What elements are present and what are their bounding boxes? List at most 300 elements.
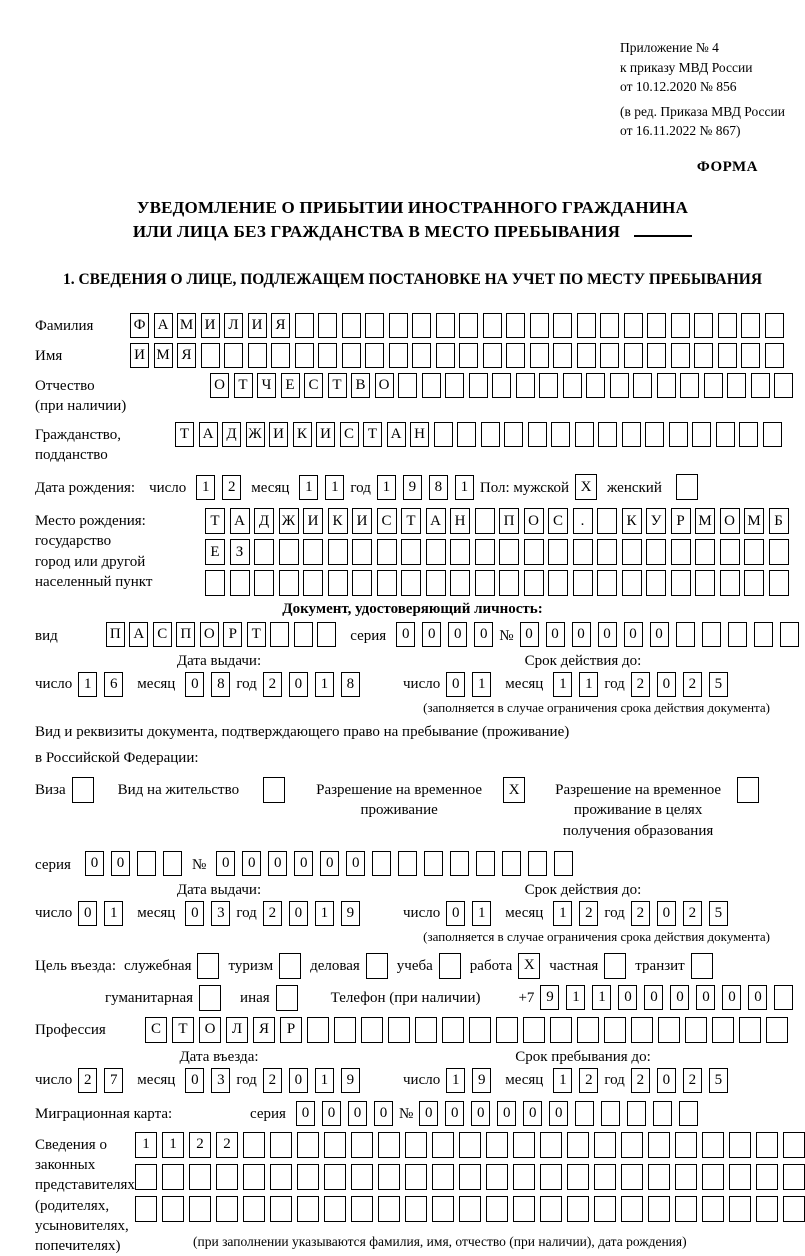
char-cell[interactable]: [352, 570, 372, 596]
char-cell[interactable]: [594, 1164, 616, 1190]
char-cell[interactable]: 1: [592, 985, 611, 1010]
char-cell[interactable]: [504, 422, 523, 447]
char-cell[interactable]: 1: [472, 672, 491, 697]
char-cell[interactable]: 8: [429, 475, 448, 500]
char-cell[interactable]: 9: [341, 901, 360, 926]
char-cell[interactable]: М: [744, 508, 764, 534]
char-cell[interactable]: [550, 1017, 572, 1043]
char-cell[interactable]: [398, 851, 417, 876]
char-cell[interactable]: [276, 985, 298, 1011]
char-cell[interactable]: [459, 343, 478, 368]
char-cell[interactable]: Я: [271, 313, 290, 338]
char-cell[interactable]: И: [303, 508, 323, 534]
char-cell[interactable]: Е: [281, 373, 300, 398]
char-cell[interactable]: [774, 985, 793, 1010]
char-cell[interactable]: [718, 343, 737, 368]
char-cell[interactable]: 0: [546, 622, 565, 647]
char-cell[interactable]: [756, 1196, 778, 1222]
char-cell[interactable]: [248, 343, 267, 368]
char-cell[interactable]: [506, 343, 525, 368]
char-cell[interactable]: [720, 570, 740, 596]
char-cell[interactable]: [671, 539, 691, 565]
char-cell[interactable]: [548, 570, 568, 596]
char-cell[interactable]: [216, 1164, 238, 1190]
char-cell[interactable]: [499, 570, 519, 596]
char-cell[interactable]: А: [387, 422, 406, 447]
char-cell[interactable]: [342, 343, 361, 368]
char-cell[interactable]: [604, 953, 626, 979]
char-cell[interactable]: [405, 1196, 427, 1222]
char-cell[interactable]: [412, 343, 431, 368]
char-cell[interactable]: [567, 1132, 589, 1158]
char-cell[interactable]: [201, 343, 220, 368]
char-cell[interactable]: [270, 1132, 292, 1158]
char-cell[interactable]: [528, 851, 547, 876]
char-cell[interactable]: [769, 539, 789, 565]
char-cell[interactable]: [513, 1164, 535, 1190]
char-cell[interactable]: [162, 1164, 184, 1190]
char-cell[interactable]: 0: [242, 851, 261, 876]
char-cell[interactable]: Т: [247, 622, 266, 647]
char-cell[interactable]: [378, 1164, 400, 1190]
char-cell[interactable]: [342, 313, 361, 338]
char-cell[interactable]: В: [351, 373, 370, 398]
char-cell[interactable]: 2: [631, 901, 650, 926]
char-cell[interactable]: [254, 570, 274, 596]
char-cell[interactable]: [756, 1164, 778, 1190]
char-cell[interactable]: [530, 343, 549, 368]
char-cell[interactable]: [297, 1164, 319, 1190]
char-cell[interactable]: [622, 539, 642, 565]
char-cell[interactable]: [351, 1196, 373, 1222]
char-cell[interactable]: 0: [445, 1101, 464, 1126]
char-cell[interactable]: [254, 539, 274, 565]
char-cell[interactable]: 0: [471, 1101, 490, 1126]
char-cell[interactable]: [594, 1196, 616, 1222]
char-cell[interactable]: [553, 343, 572, 368]
char-cell[interactable]: 9: [341, 1068, 360, 1093]
char-cell[interactable]: Т: [363, 422, 382, 447]
char-cell[interactable]: [553, 313, 572, 338]
char-cell[interactable]: Р: [280, 1017, 302, 1043]
char-cell[interactable]: 1: [315, 672, 334, 697]
char-cell[interactable]: [692, 422, 711, 447]
char-cell[interactable]: 0: [419, 1101, 438, 1126]
char-cell[interactable]: [575, 422, 594, 447]
char-cell[interactable]: [647, 343, 666, 368]
char-cell[interactable]: [702, 1164, 724, 1190]
char-cell[interactable]: [744, 570, 764, 596]
char-cell[interactable]: 0: [346, 851, 365, 876]
char-cell[interactable]: [646, 539, 666, 565]
char-cell[interactable]: [469, 373, 488, 398]
char-cell[interactable]: И: [130, 343, 149, 368]
char-cell[interactable]: [499, 539, 519, 565]
char-cell[interactable]: [577, 313, 596, 338]
char-cell[interactable]: 1: [579, 672, 598, 697]
char-cell[interactable]: [741, 313, 760, 338]
char-cell[interactable]: 2: [189, 1132, 211, 1158]
char-cell[interactable]: Б: [769, 508, 789, 534]
char-cell[interactable]: [378, 1132, 400, 1158]
char-cell[interactable]: С: [153, 622, 172, 647]
char-cell[interactable]: [600, 313, 619, 338]
char-cell[interactable]: Ч: [257, 373, 276, 398]
char-cell[interactable]: 5: [709, 672, 728, 697]
char-cell[interactable]: [685, 1017, 707, 1043]
char-cell[interactable]: [610, 373, 629, 398]
char-cell[interactable]: [737, 777, 759, 803]
char-cell[interactable]: [450, 851, 469, 876]
char-cell[interactable]: [621, 1132, 643, 1158]
char-cell[interactable]: [317, 622, 336, 647]
char-cell[interactable]: [294, 622, 313, 647]
char-cell[interactable]: [621, 1164, 643, 1190]
char-cell[interactable]: [243, 1164, 265, 1190]
char-cell[interactable]: [567, 1164, 589, 1190]
char-cell[interactable]: [439, 953, 461, 979]
char-cell[interactable]: [469, 1017, 491, 1043]
char-cell[interactable]: 0: [618, 985, 637, 1010]
char-cell[interactable]: О: [199, 1017, 221, 1043]
char-cell[interactable]: 2: [631, 672, 650, 697]
char-cell[interactable]: 1: [135, 1132, 157, 1158]
char-cell[interactable]: [539, 373, 558, 398]
char-cell[interactable]: М: [177, 313, 196, 338]
char-cell[interactable]: Ж: [246, 422, 265, 447]
char-cell[interactable]: 1: [553, 901, 572, 926]
char-cell[interactable]: 1: [315, 901, 334, 926]
char-cell[interactable]: [567, 1196, 589, 1222]
char-cell[interactable]: К: [622, 508, 642, 534]
char-cell[interactable]: [671, 313, 690, 338]
char-cell[interactable]: 0: [185, 672, 204, 697]
char-cell[interactable]: 3: [211, 901, 230, 926]
char-cell[interactable]: 0: [294, 851, 313, 876]
char-cell[interactable]: И: [248, 313, 267, 338]
char-cell[interactable]: [646, 570, 666, 596]
char-cell[interactable]: 0: [497, 1101, 516, 1126]
char-cell[interactable]: [459, 1196, 481, 1222]
char-cell[interactable]: [263, 777, 285, 803]
char-cell[interactable]: [303, 539, 323, 565]
char-cell[interactable]: [445, 373, 464, 398]
char-cell[interactable]: 2: [579, 1068, 598, 1093]
char-cell[interactable]: [669, 422, 688, 447]
char-cell[interactable]: 8: [341, 672, 360, 697]
char-cell[interactable]: [648, 1196, 670, 1222]
char-cell[interactable]: Т: [175, 422, 194, 447]
char-cell[interactable]: [486, 1164, 508, 1190]
char-cell[interactable]: 1: [566, 985, 585, 1010]
char-cell[interactable]: [389, 343, 408, 368]
char-cell[interactable]: А: [199, 422, 218, 447]
char-cell[interactable]: 2: [683, 672, 702, 697]
char-cell[interactable]: [135, 1164, 157, 1190]
char-cell[interactable]: [324, 1164, 346, 1190]
char-cell[interactable]: Е: [205, 539, 225, 565]
char-cell[interactable]: [621, 1196, 643, 1222]
char-cell[interactable]: [243, 1196, 265, 1222]
char-cell[interactable]: А: [129, 622, 148, 647]
char-cell[interactable]: [766, 1017, 788, 1043]
char-cell[interactable]: К: [293, 422, 312, 447]
char-cell[interactable]: [573, 539, 593, 565]
char-cell[interactable]: А: [230, 508, 250, 534]
char-cell[interactable]: 0: [289, 901, 308, 926]
char-cell[interactable]: [551, 422, 570, 447]
char-cell[interactable]: [243, 1132, 265, 1158]
char-cell[interactable]: [483, 343, 502, 368]
char-cell[interactable]: [352, 539, 372, 565]
char-cell[interactable]: [483, 313, 502, 338]
char-cell[interactable]: 1: [446, 1068, 465, 1093]
char-cell[interactable]: [377, 539, 397, 565]
char-cell[interactable]: [216, 1196, 238, 1222]
char-cell[interactable]: [763, 422, 782, 447]
char-cell[interactable]: 2: [222, 475, 241, 500]
char-cell[interactable]: [741, 343, 760, 368]
char-cell[interactable]: [694, 343, 713, 368]
char-cell[interactable]: [548, 539, 568, 565]
char-cell[interactable]: [783, 1132, 805, 1158]
char-cell[interactable]: 1: [104, 901, 123, 926]
char-cell[interactable]: 0: [572, 622, 591, 647]
char-cell[interactable]: [658, 1017, 680, 1043]
char-cell[interactable]: [459, 1164, 481, 1190]
char-cell[interactable]: 9: [403, 475, 422, 500]
char-cell[interactable]: 0: [289, 672, 308, 697]
char-cell[interactable]: 5: [709, 1068, 728, 1093]
char-cell[interactable]: [398, 373, 417, 398]
char-cell[interactable]: [729, 1132, 751, 1158]
char-cell[interactable]: 1: [162, 1132, 184, 1158]
char-cell[interactable]: [351, 1164, 373, 1190]
char-cell[interactable]: [351, 1132, 373, 1158]
char-cell[interactable]: X: [518, 953, 540, 979]
char-cell[interactable]: Т: [401, 508, 421, 534]
char-cell[interactable]: [450, 570, 470, 596]
char-cell[interactable]: [513, 1196, 535, 1222]
char-cell[interactable]: О: [210, 373, 229, 398]
char-cell[interactable]: О: [375, 373, 394, 398]
char-cell[interactable]: [270, 622, 289, 647]
char-cell[interactable]: Л: [226, 1017, 248, 1043]
char-cell[interactable]: [457, 422, 476, 447]
char-cell[interactable]: 2: [263, 1068, 282, 1093]
char-cell[interactable]: Т: [172, 1017, 194, 1043]
char-cell[interactable]: [405, 1132, 427, 1158]
char-cell[interactable]: И: [316, 422, 335, 447]
char-cell[interactable]: 1: [315, 1068, 334, 1093]
char-cell[interactable]: [401, 539, 421, 565]
char-cell[interactable]: [691, 953, 713, 979]
char-cell[interactable]: [205, 570, 225, 596]
char-cell[interactable]: 0: [448, 622, 467, 647]
char-cell[interactable]: [135, 1196, 157, 1222]
char-cell[interactable]: [432, 1132, 454, 1158]
char-cell[interactable]: [475, 508, 495, 534]
char-cell[interactable]: [624, 343, 643, 368]
char-cell[interactable]: 0: [523, 1101, 542, 1126]
char-cell[interactable]: [137, 851, 156, 876]
char-cell[interactable]: [648, 1164, 670, 1190]
char-cell[interactable]: [377, 570, 397, 596]
char-cell[interactable]: М: [154, 343, 173, 368]
char-cell[interactable]: А: [154, 313, 173, 338]
char-cell[interactable]: 1: [78, 672, 97, 697]
char-cell[interactable]: [271, 343, 290, 368]
char-cell[interactable]: [671, 343, 690, 368]
char-cell[interactable]: К: [328, 508, 348, 534]
char-cell[interactable]: [783, 1164, 805, 1190]
char-cell[interactable]: [577, 1017, 599, 1043]
char-cell[interactable]: [756, 1132, 778, 1158]
char-cell[interactable]: 0: [374, 1101, 393, 1126]
char-cell[interactable]: [600, 343, 619, 368]
char-cell[interactable]: [72, 777, 94, 803]
char-cell[interactable]: [765, 343, 784, 368]
char-cell[interactable]: [679, 1101, 698, 1126]
char-cell[interactable]: [334, 1017, 356, 1043]
char-cell[interactable]: 0: [598, 622, 617, 647]
char-cell[interactable]: 6: [104, 672, 123, 697]
char-cell[interactable]: [318, 343, 337, 368]
char-cell[interactable]: Н: [410, 422, 429, 447]
char-cell[interactable]: [575, 1101, 594, 1126]
char-cell[interactable]: [647, 313, 666, 338]
char-cell[interactable]: П: [499, 508, 519, 534]
char-cell[interactable]: [189, 1196, 211, 1222]
char-cell[interactable]: С: [304, 373, 323, 398]
char-cell[interactable]: [586, 373, 605, 398]
char-cell[interactable]: Р: [671, 508, 691, 534]
char-cell[interactable]: [279, 539, 299, 565]
char-cell[interactable]: [712, 1017, 734, 1043]
char-cell[interactable]: 0: [268, 851, 287, 876]
char-cell[interactable]: Ж: [279, 508, 299, 534]
char-cell[interactable]: О: [720, 508, 740, 534]
char-cell[interactable]: 0: [670, 985, 689, 1010]
char-cell[interactable]: 7: [104, 1068, 123, 1093]
char-cell[interactable]: [597, 570, 617, 596]
char-cell[interactable]: [303, 570, 323, 596]
char-cell[interactable]: [622, 570, 642, 596]
char-cell[interactable]: И: [352, 508, 372, 534]
char-cell[interactable]: 2: [683, 901, 702, 926]
char-cell[interactable]: [702, 1132, 724, 1158]
char-cell[interactable]: [718, 313, 737, 338]
char-cell[interactable]: [162, 1196, 184, 1222]
char-cell[interactable]: 0: [722, 985, 741, 1010]
char-cell[interactable]: [780, 622, 799, 647]
char-cell[interactable]: [328, 570, 348, 596]
char-cell[interactable]: [432, 1164, 454, 1190]
char-cell[interactable]: [769, 570, 789, 596]
char-cell[interactable]: [631, 1017, 653, 1043]
char-cell[interactable]: [728, 622, 747, 647]
char-cell[interactable]: [366, 953, 388, 979]
char-cell[interactable]: [702, 622, 721, 647]
char-cell[interactable]: [601, 1101, 620, 1126]
char-cell[interactable]: Т: [234, 373, 253, 398]
char-cell[interactable]: 2: [579, 901, 598, 926]
char-cell[interactable]: [765, 313, 784, 338]
char-cell[interactable]: С: [377, 508, 397, 534]
char-cell[interactable]: П: [176, 622, 195, 647]
char-cell[interactable]: [604, 1017, 626, 1043]
char-cell[interactable]: [598, 422, 617, 447]
char-cell[interactable]: 0: [446, 901, 465, 926]
char-cell[interactable]: [653, 1101, 672, 1126]
char-cell[interactable]: [432, 1196, 454, 1222]
char-cell[interactable]: [415, 1017, 437, 1043]
char-cell[interactable]: С: [145, 1017, 167, 1043]
char-cell[interactable]: [540, 1132, 562, 1158]
char-cell[interactable]: [486, 1196, 508, 1222]
char-cell[interactable]: [496, 1017, 518, 1043]
char-cell[interactable]: .: [573, 508, 593, 534]
char-cell[interactable]: 0: [644, 985, 663, 1010]
char-cell[interactable]: [434, 422, 453, 447]
char-cell[interactable]: [744, 539, 764, 565]
char-cell[interactable]: 2: [683, 1068, 702, 1093]
char-cell[interactable]: [426, 570, 446, 596]
char-cell[interactable]: П: [106, 622, 125, 647]
char-cell[interactable]: [540, 1196, 562, 1222]
char-cell[interactable]: 0: [85, 851, 104, 876]
char-cell[interactable]: 0: [657, 672, 676, 697]
char-cell[interactable]: X: [503, 777, 525, 803]
char-cell[interactable]: [475, 570, 495, 596]
char-cell[interactable]: [372, 851, 391, 876]
char-cell[interactable]: [675, 1132, 697, 1158]
char-cell[interactable]: [751, 373, 770, 398]
char-cell[interactable]: [680, 373, 699, 398]
char-cell[interactable]: [378, 1196, 400, 1222]
char-cell[interactable]: Я: [177, 343, 196, 368]
char-cell[interactable]: 2: [78, 1068, 97, 1093]
char-cell[interactable]: 3: [211, 1068, 230, 1093]
char-cell[interactable]: С: [548, 508, 568, 534]
char-cell[interactable]: [702, 1196, 724, 1222]
char-cell[interactable]: 0: [396, 622, 415, 647]
char-cell[interactable]: 2: [216, 1132, 238, 1158]
char-cell[interactable]: [412, 313, 431, 338]
char-cell[interactable]: [270, 1196, 292, 1222]
char-cell[interactable]: 9: [540, 985, 559, 1010]
char-cell[interactable]: [401, 570, 421, 596]
char-cell[interactable]: [199, 985, 221, 1011]
char-cell[interactable]: [657, 373, 676, 398]
char-cell[interactable]: [554, 851, 573, 876]
char-cell[interactable]: [530, 313, 549, 338]
char-cell[interactable]: [307, 1017, 329, 1043]
char-cell[interactable]: [459, 313, 478, 338]
char-cell[interactable]: [295, 313, 314, 338]
char-cell[interactable]: [492, 373, 511, 398]
char-cell[interactable]: [389, 313, 408, 338]
char-cell[interactable]: 0: [78, 901, 97, 926]
char-cell[interactable]: З: [230, 539, 250, 565]
char-cell[interactable]: [594, 1132, 616, 1158]
char-cell[interactable]: [475, 539, 495, 565]
char-cell[interactable]: [729, 1196, 751, 1222]
char-cell[interactable]: 2: [263, 901, 282, 926]
char-cell[interactable]: Д: [254, 508, 274, 534]
char-cell[interactable]: [729, 1164, 751, 1190]
char-cell[interactable]: Ф: [130, 313, 149, 338]
